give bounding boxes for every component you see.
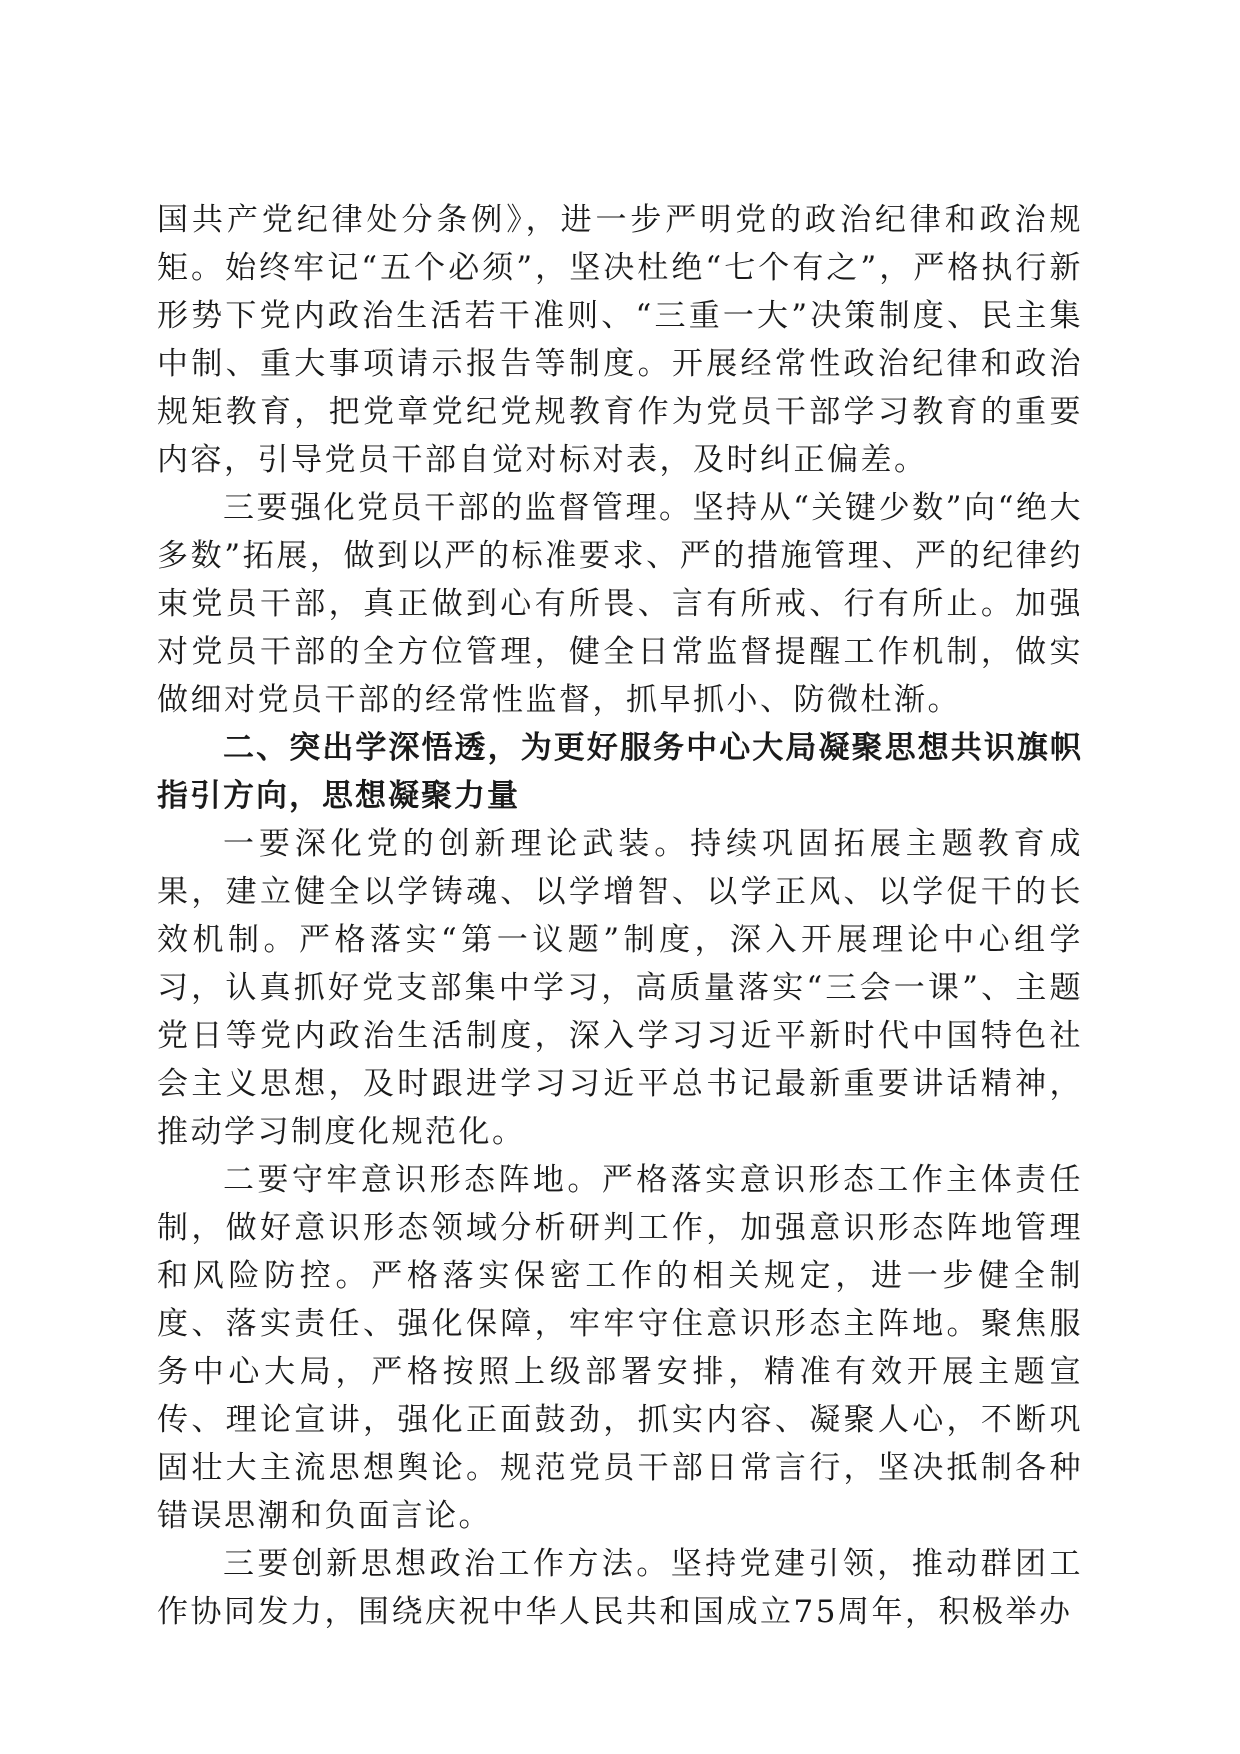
paragraph-text: 严格落实意识形态工作主体责任制，做好意识形态领域分析研判工作，加强意识形态阵地管理和风险防控。严格落实保密工作的相关规定，进一步健全制度、落实责任、强化保障，牢牢守住意识形态主阵地。聚焦服务中心大局，严格按照上级部署安排，精准有效开展主题宣传、理论宣讲，强化正面鼓劲，抓实内容、凝聚人心，不断巩固壮大主流思想舆论。规范党员干部日常言行，坚决抵制各种错误思潮和负面言论。 xyxy=(157,1162,1083,1534)
paragraph-theory-armament xyxy=(157,820,1083,1156)
document-body xyxy=(157,196,1083,1636)
section-heading: 二、突出学深悟透，为更好服务中心大局凝聚思想共识旗帜指引方向，思想凝聚力量 xyxy=(157,730,1083,814)
paragraph-text: 坚持从“关键少数”向“绝大多数”拓展，做到以严的标准要求、严的措施管理、严的纪律约束党员干部，真正做到心有所畏、言有所戒、行有所止。加强对党员干部的全方位管理，健全日常监督提醒工作机制，做实做细对党员干部的经常性监督，抓早抓小、防微杜渐。 xyxy=(157,490,1083,718)
paragraph-text: 坚持党建引领，推动群团工作协同发力，围绕庆祝中华人民共和国成立75周年，积极举办 xyxy=(157,1546,1083,1630)
paragraph-lead: 三要强化党员干部的监督管理。 xyxy=(223,490,693,526)
paragraph-lead: 一要深化党的创新理论武装。 xyxy=(223,826,691,862)
paragraph-lead: 三要创新思想政治工作方法。 xyxy=(223,1546,671,1582)
paragraph-discipline-rules xyxy=(157,196,1083,484)
paragraph-text: 持续巩固拓展主题教育成果，建立健全以学铸魂、以学增智、以学正风、以学促干的长效机制。严格落实“第一议题”制度，深入开展理论中心组学习，认真抓好党支部集中学习，高质量落实“三会一课”、主题党日等党内政治生活制度，深入学习习近平新时代中国特色社会主义思想，及时跟进学习习近平总书记最新重要讲话精神，推动学习制度化规范化。 xyxy=(157,826,1084,1150)
paragraph-political-work xyxy=(157,1540,1083,1636)
paragraph-supervision xyxy=(157,484,1083,724)
paragraph-text: 国共产党纪律处分条例》，进一步严明党的政治纪律和政治规矩。始终牢记“五个必须”，坚决杜绝“七个有之”，严格执行新形势下党内政治生活若干准则、“三重一大”决策制度、民主集中制、重大事项请示报告等制度。开展经常性政治纪律和政治规矩教育，把党章党纪党规教育作为党员干部学习教育的重要内容，引导党员干部自觉对标对表，及时纠正偏差。 xyxy=(157,202,1083,478)
paragraph-ideology-front xyxy=(157,1156,1083,1540)
paragraph-lead: 二要守牢意识形态阵地。 xyxy=(223,1162,602,1198)
